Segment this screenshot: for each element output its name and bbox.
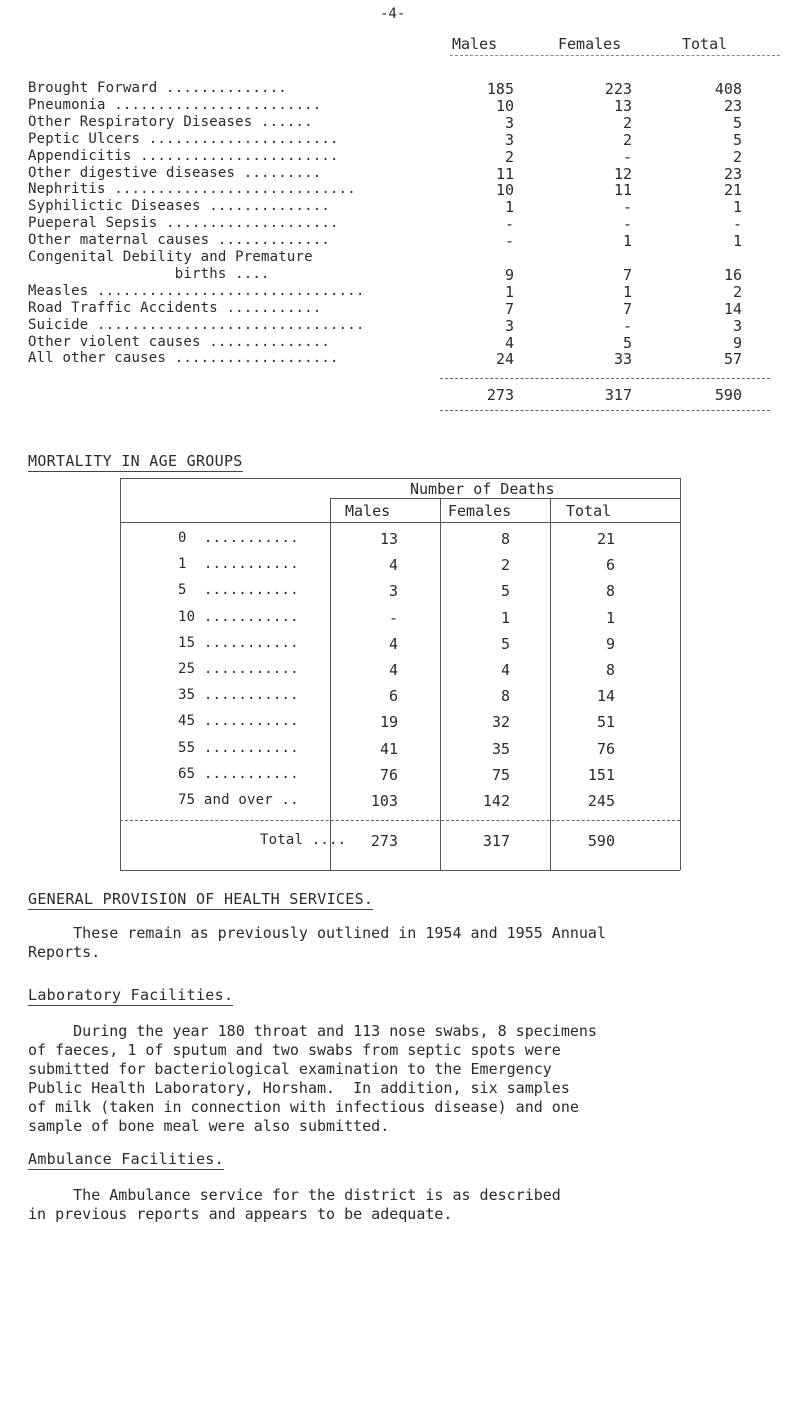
age-table-bottom-rule (120, 870, 680, 871)
cause-females: 223 (604, 80, 632, 98)
age-males: 13 (379, 530, 398, 548)
age-males: 4 (388, 556, 398, 574)
cause-males: 24 (495, 350, 514, 368)
age-group-label: 35 ........... (178, 687, 299, 703)
age-total-females: 317 (482, 832, 510, 850)
age-females: 8 (500, 530, 510, 548)
age-females: 8 (500, 687, 510, 705)
age-total: 9 (605, 635, 615, 653)
age-col-males: Males (345, 502, 391, 520)
cause-label: Other violent causes .............. (28, 334, 331, 350)
age-females: 4 (500, 661, 510, 679)
age-males: 76 (379, 766, 398, 784)
cause-total: 9 (732, 334, 742, 352)
age-males-divider (330, 498, 331, 870)
age-total: 14 (596, 687, 615, 705)
age-table-left-rule (120, 478, 121, 870)
cause-label: Road Traffic Accidents ........... (28, 300, 322, 316)
cause-total: 2 (732, 148, 742, 166)
cause-females: 13 (613, 97, 632, 115)
cause-males: - (504, 215, 514, 233)
cause-males: 2 (504, 148, 514, 166)
age-total: 1 (605, 609, 615, 627)
cause-label: Syphilictic Diseases .............. (28, 198, 331, 214)
age-males: 4 (388, 661, 398, 679)
cause-label: Nephritis ............................ (28, 181, 356, 197)
cause-females: 5 (622, 334, 632, 352)
age-table-right-rule (680, 478, 681, 870)
cause-label: Pueperal Sepsis .................... (28, 215, 339, 231)
cause-total: 23 (723, 97, 742, 115)
cause-total: 1 (732, 232, 742, 250)
cause-males: 10 (495, 181, 514, 199)
age-females: 35 (491, 740, 510, 758)
cause-label: Peptic Ulcers ...................... (28, 131, 339, 147)
cause-total: 14 (723, 300, 742, 318)
cause-total: 16 (723, 266, 742, 284)
cause-total: 57 (723, 350, 742, 368)
general-heading: GENERAL PROVISION OF HEALTH SERVICES. (28, 890, 374, 908)
age-group-label: 10 ........... (178, 609, 299, 625)
ambulance-heading: Ambulance Facilities. (28, 1150, 224, 1168)
age-females: 75 (491, 766, 510, 784)
cause-label: births .... (28, 266, 270, 282)
age-females: 32 (491, 713, 510, 731)
age-males: 19 (379, 713, 398, 731)
age-total: 21 (596, 530, 615, 548)
cause-males: 1 (504, 283, 514, 301)
age-total: 51 (596, 713, 615, 731)
cause-label: Measles ............................... (28, 283, 365, 299)
cause-males: 4 (504, 334, 514, 352)
cause-females: - (622, 215, 632, 233)
cause-females: 12 (613, 165, 632, 183)
cause-females: 7 (622, 266, 632, 284)
cause-males: 9 (504, 266, 514, 284)
totals-rule-bottom (440, 410, 770, 411)
cause-females: 11 (613, 181, 632, 199)
age-males: 41 (379, 740, 398, 758)
age-males: - (388, 609, 398, 627)
cause-total: 23 (723, 165, 742, 183)
age-total-males: 273 (370, 832, 398, 850)
cause-label: Brought Forward .............. (28, 80, 287, 96)
general-para: These remain as previously outlined in 1954 and 1955 Annual Reports. (28, 924, 606, 961)
age-group-label: 55 ........... (178, 740, 299, 756)
age-total: 76 (596, 740, 615, 758)
group-header: Number of Deaths (410, 480, 555, 498)
cause-label: Suicide ............................... (28, 317, 365, 333)
age-total: 8 (605, 661, 615, 679)
age-total: 151 (587, 766, 615, 784)
cause-total: 21 (723, 181, 742, 199)
cause-males: 10 (495, 97, 514, 115)
age-group-label: 1 ........... (178, 556, 299, 572)
cause-females: - (622, 148, 632, 166)
age-heading: MORTALITY IN AGE GROUPS (28, 452, 243, 470)
cause-total: 3 (732, 317, 742, 335)
cause-males: 1 (504, 198, 514, 216)
cause-females: 2 (622, 114, 632, 132)
ambulance-para: The Ambulance service for the district is as described in previous reports and appears to be adequate. (28, 1186, 561, 1223)
age-total-label: Total .... (260, 832, 347, 848)
age-males: 103 (370, 792, 398, 810)
group-header-rule (330, 498, 680, 499)
cause-total: 1 (732, 198, 742, 216)
age-females: 2 (500, 556, 510, 574)
cause-total: 5 (732, 114, 742, 132)
cause-label: Pneumonia ........................ (28, 97, 322, 113)
causes-total-females: 317 (604, 386, 632, 404)
age-col-total: Total (566, 502, 612, 520)
cause-males: 3 (504, 114, 514, 132)
cause-females: 7 (622, 300, 632, 318)
age-males: 6 (388, 687, 398, 705)
age-group-label: 45 ........... (178, 713, 299, 729)
age-col-females: Females (448, 502, 512, 520)
lab-heading: Laboratory Facilities. (28, 986, 234, 1004)
causes-total-males: 273 (486, 386, 514, 404)
cause-label: Congenital Debility and Premature (28, 249, 313, 265)
age-females: 5 (500, 635, 510, 653)
age-total: 6 (605, 556, 615, 574)
causes-total-total: 590 (714, 386, 742, 404)
lab-para: During the year 180 throat and 113 nose swabs, 8 specimens of faeces, 1 of sputum and two swabs from septic spots were submitted for bacteriological examination to the Emergency Public Health Laboratory, Horsham. In addition, six samples of milk (taken in connection with infectious disease) and one sample of bone meal were also submitted. (28, 1022, 597, 1135)
age-males: 3 (388, 582, 398, 600)
col-header-males: Males (452, 35, 498, 53)
cause-males: 3 (504, 317, 514, 335)
cause-females: - (622, 317, 632, 335)
cause-females: - (622, 198, 632, 216)
age-group-label: 0 ........... (178, 530, 299, 546)
cause-males: 7 (504, 300, 514, 318)
cause-females: 1 (622, 232, 632, 250)
cause-males: - (504, 232, 514, 250)
cause-total: 5 (732, 131, 742, 149)
age-table-top-rule (120, 478, 680, 479)
cause-label: Other Respiratory Diseases ...... (28, 114, 313, 130)
cause-total: 408 (714, 80, 742, 98)
age-total: 8 (605, 582, 615, 600)
header-underline (450, 55, 780, 56)
cause-females: 2 (622, 131, 632, 149)
age-group-label: 65 ........... (178, 766, 299, 782)
age-total-rule (120, 820, 680, 821)
totals-rule-top (440, 378, 770, 379)
page-number: -4- (380, 6, 406, 22)
age-males: 4 (388, 635, 398, 653)
age-group-label: 5 ........... (178, 582, 299, 598)
cause-total: 2 (732, 283, 742, 301)
age-females: 142 (482, 792, 510, 810)
cause-label: Other digestive diseases ......... (28, 165, 322, 181)
cause-males: 3 (504, 131, 514, 149)
cause-females: 33 (613, 350, 632, 368)
cause-label: Appendicitis ....................... (28, 148, 339, 164)
col-header-females: Females (558, 35, 622, 53)
cause-label: All other causes ................... (28, 350, 339, 366)
age-females: 5 (500, 582, 510, 600)
age-group-label: 25 ........... (178, 661, 299, 677)
age-total-divider (550, 498, 551, 870)
cause-males: 11 (495, 165, 514, 183)
age-group-label: 15 ........... (178, 635, 299, 651)
age-total-total: 590 (587, 832, 615, 850)
cause-label: Other maternal causes ............. (28, 232, 331, 248)
age-header-rule (120, 522, 680, 523)
age-total: 245 (587, 792, 615, 810)
col-header-total: Total (682, 35, 728, 53)
cause-females: 1 (622, 283, 632, 301)
age-females: 1 (500, 609, 510, 627)
cause-males: 185 (486, 80, 514, 98)
age-females-divider (440, 498, 441, 870)
age-group-label: 75 and over .. (178, 792, 299, 808)
cause-total: - (732, 215, 742, 233)
